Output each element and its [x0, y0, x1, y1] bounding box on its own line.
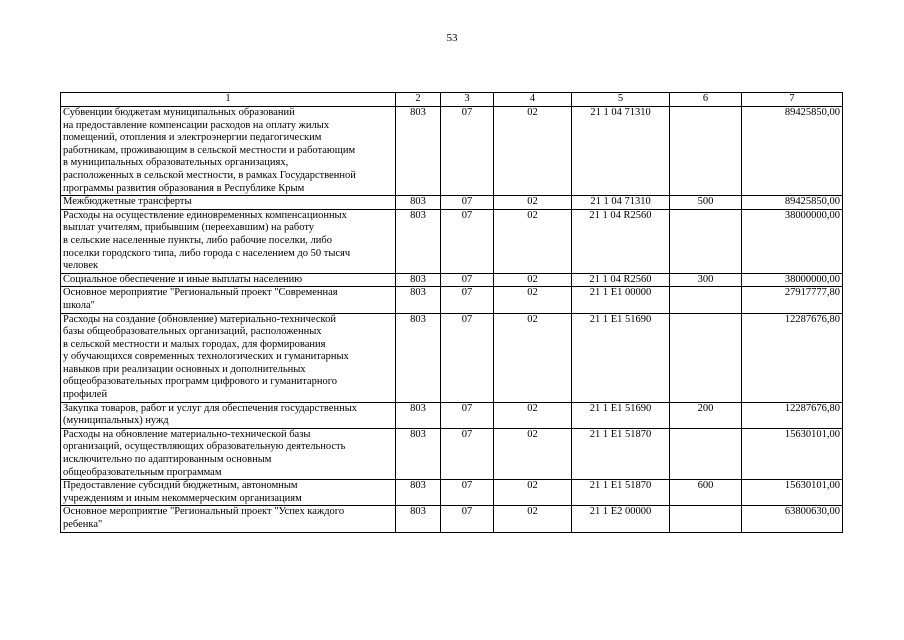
- table-row: [61, 480, 843, 506]
- column-header: 1: [61, 93, 396, 107]
- row-name-cell: Расходы на обновление материально-технической базы организаций, осуществляющих образовательную деятельность исключительно по адаптированным основным общеобразовательным программам: [61, 428, 396, 479]
- subsection-code-cell: 02: [494, 506, 572, 532]
- ministry-code-cell: 803: [396, 313, 441, 402]
- section-code-cell: 07: [441, 107, 494, 196]
- target-article-cell: 21 1 E1 51690: [572, 402, 670, 428]
- section-code-cell: 07: [441, 287, 494, 313]
- column-number-row: [61, 93, 843, 107]
- amount-cell: 15630101,00: [742, 428, 843, 479]
- amount-cell: 12287676,80: [742, 402, 843, 428]
- row-name-cell: Расходы на осуществление единовременных компенсационных выплат учителям, прибывшим (переехавшим) на работу в сельские населенные пункты, либо рабочие поселки, либо поселки городского типа, либо города с населением до 50 тысяч человек: [61, 209, 396, 273]
- expense-type-cell: [670, 209, 742, 273]
- column-header: 7: [742, 93, 843, 107]
- subsection-code-cell: 02: [494, 428, 572, 479]
- table-row: [61, 196, 843, 210]
- section-code-cell: 07: [441, 402, 494, 428]
- table-row: [61, 209, 843, 273]
- amount-cell: 38000000,00: [742, 209, 843, 273]
- ministry-code-cell: 803: [396, 287, 441, 313]
- target-article-cell: 21 1 04 71310: [572, 196, 670, 210]
- ministry-code-cell: 803: [396, 506, 441, 532]
- row-name-cell: Расходы на создание (обновление) материально-технической базы общеобразовательных организаций, расположенных в сельской местности и малых городах, для формирования у обучающихся современных технологических и гуманитарных навыков при реализации основных и дополнительных общеобразовательных программ цифрового и гуманитарного профилей: [61, 313, 396, 402]
- section-code-cell: 07: [441, 196, 494, 210]
- subsection-code-cell: 02: [494, 402, 572, 428]
- amount-cell: 63800630,00: [742, 506, 843, 532]
- column-header: 2: [396, 93, 441, 107]
- expense-type-cell: 300: [670, 273, 742, 287]
- ministry-code-cell: 803: [396, 480, 441, 506]
- row-name-cell: Закупка товаров, работ и услуг для обеспечения государственных (муниципальных) нужд: [61, 402, 396, 428]
- ministry-code-cell: 803: [396, 196, 441, 210]
- amount-cell: 15630101,00: [742, 480, 843, 506]
- table-row: [61, 428, 843, 479]
- section-code-cell: 07: [441, 506, 494, 532]
- row-name-cell: Основное мероприятие "Региональный проект "Современная школа": [61, 287, 396, 313]
- subsection-code-cell: 02: [494, 196, 572, 210]
- expense-type-cell: [670, 313, 742, 402]
- expense-type-cell: 200: [670, 402, 742, 428]
- target-article-cell: 21 1 E1 51690: [572, 313, 670, 402]
- table-row: [61, 402, 843, 428]
- target-article-cell: 21 1 04 R2560: [572, 209, 670, 273]
- table-row: [61, 107, 843, 196]
- target-article-cell: 21 1 04 R2560: [572, 273, 670, 287]
- table-row: [61, 506, 843, 532]
- row-name-cell: Предоставление субсидий бюджетным, автономным учреждениям и иным некоммерческим организациям: [61, 480, 396, 506]
- expense-type-cell: 600: [670, 480, 742, 506]
- ministry-code-cell: 803: [396, 402, 441, 428]
- row-name-cell: Основное мероприятие "Региональный проект "Успех каждого ребенка": [61, 506, 396, 532]
- expense-type-cell: [670, 107, 742, 196]
- expense-type-cell: [670, 506, 742, 532]
- amount-cell: 12287676,80: [742, 313, 843, 402]
- amount-cell: 27917777,80: [742, 287, 843, 313]
- page-number: 53: [446, 32, 458, 44]
- column-header: 4: [494, 93, 572, 107]
- subsection-code-cell: 02: [494, 107, 572, 196]
- column-header: 6: [670, 93, 742, 107]
- target-article-cell: 21 1 04 71310: [572, 107, 670, 196]
- ministry-code-cell: 803: [396, 273, 441, 287]
- target-article-cell: 21 1 E1 51870: [572, 480, 670, 506]
- table-row: [61, 287, 843, 313]
- subsection-code-cell: 02: [494, 209, 572, 273]
- column-header: 3: [441, 93, 494, 107]
- amount-cell: 89425850,00: [742, 196, 843, 210]
- amount-cell: 89425850,00: [742, 107, 843, 196]
- target-article-cell: 21 1 E2 00000: [572, 506, 670, 532]
- section-code-cell: 07: [441, 313, 494, 402]
- column-header: 5: [572, 93, 670, 107]
- section-code-cell: 07: [441, 480, 494, 506]
- section-code-cell: 07: [441, 209, 494, 273]
- row-name-cell: Межбюджетные трансферты: [61, 196, 396, 210]
- table-row: [61, 273, 843, 287]
- subsection-code-cell: 02: [494, 273, 572, 287]
- subsection-code-cell: 02: [494, 313, 572, 402]
- target-article-cell: 21 1 E1 00000: [572, 287, 670, 313]
- row-name-cell: Субвенции бюджетам муниципальных образований на предоставление компенсации расходов на оплату жилых помещений, отопления и электроэнергии педагогическим работникам, проживающим в сельской местности и работающим в муниципальных образовательных организациях, расположенных в сельской местности, в рамках Государственной программы развития образования в Республике Крым: [61, 107, 396, 196]
- row-name-cell: Социальное обеспечение и иные выплаты населению: [61, 273, 396, 287]
- ministry-code-cell: 803: [396, 428, 441, 479]
- amount-cell: 38000000,00: [742, 273, 843, 287]
- section-code-cell: 07: [441, 273, 494, 287]
- section-code-cell: 07: [441, 428, 494, 479]
- table-row: [61, 313, 843, 402]
- target-article-cell: 21 1 E1 51870: [572, 428, 670, 479]
- ministry-code-cell: 803: [396, 209, 441, 273]
- subsection-code-cell: 02: [494, 480, 572, 506]
- expense-type-cell: [670, 287, 742, 313]
- expense-type-cell: 500: [670, 196, 742, 210]
- budget-table: [60, 92, 843, 533]
- expense-type-cell: [670, 428, 742, 479]
- subsection-code-cell: 02: [494, 287, 572, 313]
- ministry-code-cell: 803: [396, 107, 441, 196]
